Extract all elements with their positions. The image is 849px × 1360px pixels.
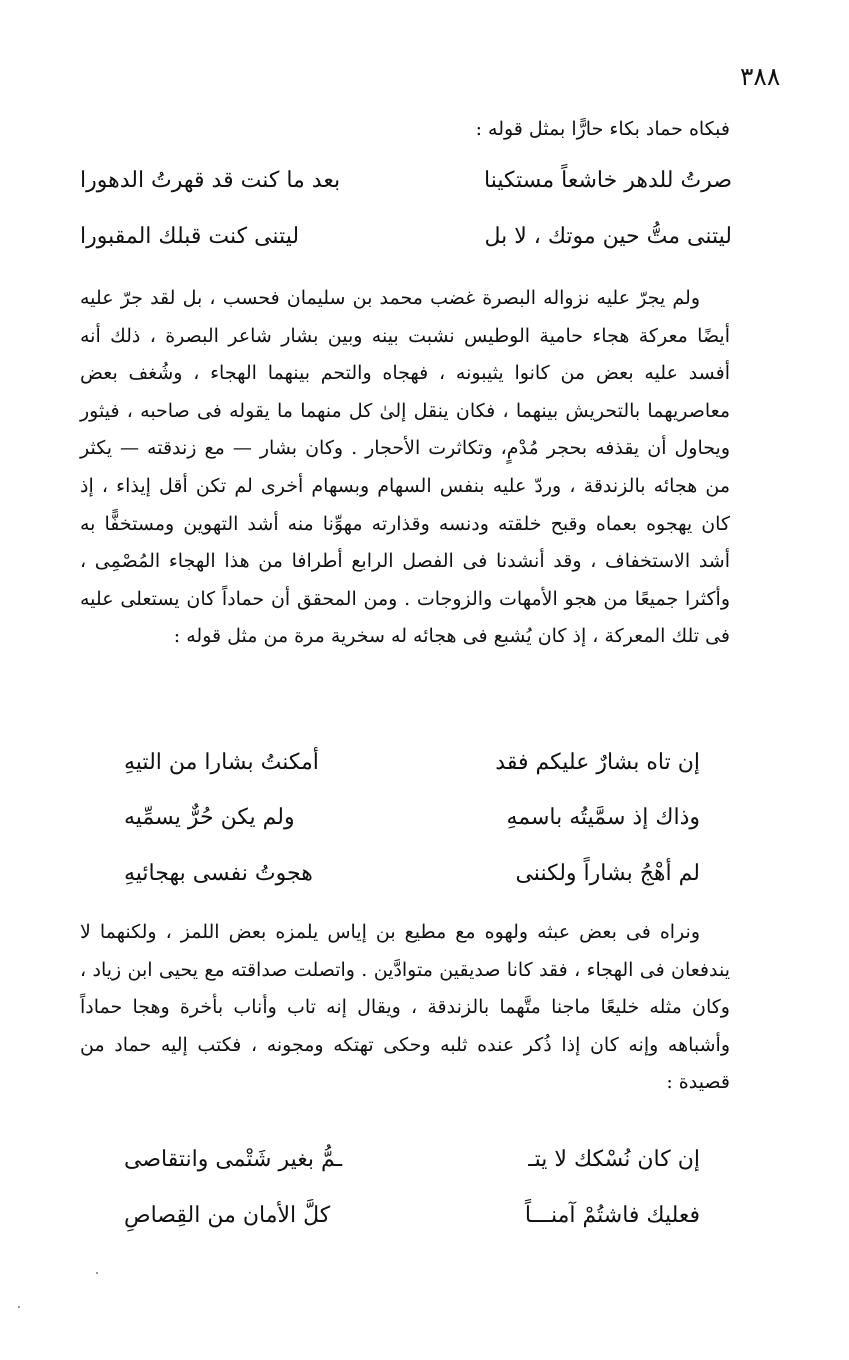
second-hemistich: هجوتُ نفسى بهجائيهِ <box>124 861 313 886</box>
first-hemistich: ليتنى متُّ حين موتك ، لا بل <box>484 224 732 249</box>
paragraph-text: ولم يجرّ عليه نزواله البصرة غضب محمد بن سليمان فحسب ، بل لقد جرّ عليه أيضًا معركة هجاء حامية الوطيس نشبت بينه وبين بشار شاعر البصرة ، ذلك أنه أفسد عليه بعض من كانوا يثيبونه ، فهجاه والتحم بينهما الهجاء ، وشُغف بعض معاصريهما بالتحريش بينهما ، فكان ينقل إلىٰ كل منهما ما يقوله فى صاحبه ، فيثور ويحاول أن يقذفه بحجر مُدْمٍ، وتكاثرت الأحجار . وكان بشار — مع زندقته — يكثر من هجائه بالزندقة ، وردّ عليه بنفس السهام وبسهام أخرى لم تكن أقل إيذاء ، إذ كان يهجوه بعماه وقبح خلقته ودنسه وقذارته مهوِّنا منه أشد التهوين ومستخفًّا به أشد الاستخفاف ، وقد أنشدنا فى الفصل الرابع أطرافا من هذا الهجاء المُصْمِى ، وأكثرا جميعًا من هجو الأمهات والزوجات . ومن المحقق أن حماداً كان يستعلى عليه فى تلك المعركة ، إذ كان يُشبع فى هجائه له سخرية مرة من مثل قوله : <box>80 287 730 648</box>
first-hemistich: وذاك إذ سمَّيتُه باسمهِ <box>506 805 700 830</box>
intro-line: فبكاه حماد بكاء حارًّا بمثل قوله : <box>475 118 730 140</box>
verse-line <box>80 224 732 274</box>
verse-line <box>110 805 700 855</box>
intro-block <box>80 110 730 148</box>
second-hemistich: بعد ما كنت قد قهرتُ الدهورا <box>80 168 341 193</box>
page-number: ٣٨٨ <box>740 62 781 91</box>
second-hemistich: ولم يكن حُرٌّ يسمِّيه <box>124 805 295 830</box>
first-hemistich: إن كان نُسْكك لا يتـ <box>528 1147 700 1172</box>
first-hemistich: فعليك فاشتُمْ آمنـــاً <box>524 1203 700 1228</box>
second-hemistich: ليتنى كنت قبلك المقبورا <box>80 224 300 249</box>
first-hemistich: إن تاه بشارٌ عليكم فقد <box>495 750 700 775</box>
body-paragraph <box>80 914 730 1102</box>
verse-line <box>110 1203 700 1253</box>
verse-line <box>110 750 700 800</box>
first-hemistich: لم أهْجُ بشاراً ولكننى <box>515 861 700 886</box>
verse-line <box>110 1147 700 1197</box>
scan-speck <box>18 1306 20 1308</box>
second-hemistich: كلَّ الأمان من القِصاصِ <box>124 1203 331 1228</box>
verse-line <box>110 861 700 911</box>
second-hemistich: أمكنتُ بشارا من التيهِ <box>124 750 319 775</box>
paragraph-text: ونراه فى بعض عبثه ولهوه مع مطيع بن إياس يلمزه بعض اللمز ، ولكنهما لا يندفعان فى الهجاء ، فقد كانا صديقين متوادَّين . واتصلت صداقته مع يحيى ابن زياد ، وكان مثله خليعًا ماجنا متَّهما بالزندقة ، ويقال إنه تاب وأناب بأخرة وهجا حماداً وأشباهه وإنه كان إذا ذُكر عنده ثلبه وحكى تهتكه ومجونه ، فكتب إليه حماد من قصيدة : <box>80 921 730 1093</box>
first-hemistich: صرتُ للدهر خاشعاً مستكينا <box>483 168 732 193</box>
scan-speck <box>96 1272 98 1274</box>
verse-line <box>80 168 732 218</box>
body-paragraph <box>80 280 730 656</box>
second-hemistich: ـمُّ بغير شَتْمى وانتقاصى <box>124 1147 343 1172</box>
